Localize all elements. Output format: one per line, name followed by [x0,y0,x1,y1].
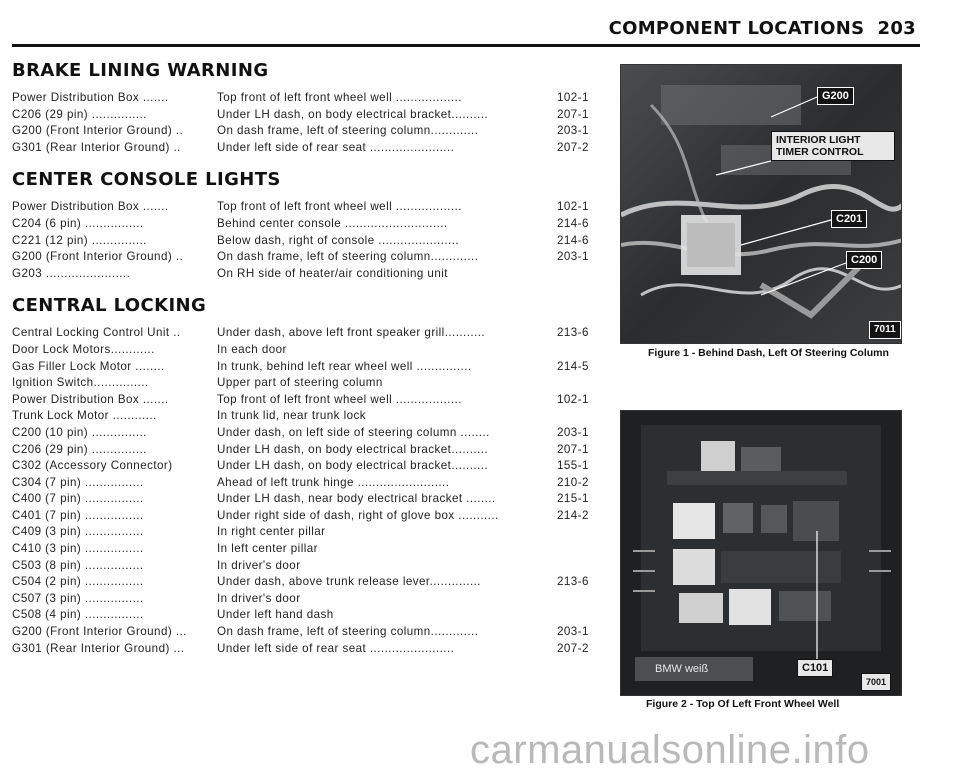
component-location: Under dash, above trunk release lever.............. [217,575,481,589]
component-name: Central Locking Control Unit .. [12,326,181,340]
callout-figure-number: 7011 [869,321,901,339]
component-name: G200 (Front Interior Ground) .. [12,250,184,264]
component-page-ref: 214-6 [557,216,589,230]
component-entry [12,107,602,124]
component-name: C401 (7 pin) ................ [12,508,144,522]
page-header [609,18,916,39]
component-name: Ignition Switch............... [12,376,149,390]
component-name: C400 (7 pin) ................ [12,492,144,506]
section-title: CENTER CONSOLE LIGHTS [12,169,281,191]
component-page-ref: 203-1 [557,250,589,264]
component-entry [12,641,602,658]
component-name: C503 (8 pin) ................ [12,558,144,572]
component-entry [12,541,602,558]
component-entry [12,558,602,575]
component-name: C304 (7 pin) ................ [12,475,144,489]
component-location: In driver's door [217,591,301,605]
component-page-ref: 213-6 [557,326,589,340]
component-name: G200 (Front Interior Ground) .. [12,124,184,138]
component-name: Power Distribution Box ....... [12,392,169,406]
component-entry [12,524,602,541]
component-location: In trunk lid, near trunk lock [217,409,367,423]
header-title: COMPONENT LOCATIONS [608,18,865,39]
component-location: Ahead of left trunk hinge ......................... [217,475,450,489]
component-name: Gas Filler Lock Motor ........ [12,359,165,373]
component-entry [12,359,602,376]
component-page-ref [557,558,597,575]
component-entry [12,425,602,442]
component-location: Under dash, on left side of steering column ........ [217,425,490,439]
component-page-ref: 214-5 [557,359,589,373]
component-location: Under LH dash, on body electrical bracket.......... [217,107,489,121]
component-page-ref [557,266,597,283]
component-entry [12,140,602,157]
component-page-ref: 102-1 [557,91,589,104]
component-name: G301 (Rear Interior Ground) ... [12,641,185,655]
component-location: Under left hand dash [217,608,334,622]
component-name: C206 (29 pin) ............... [12,442,147,456]
component-location: Under dash, above left front speaker grill........... [217,326,486,340]
component-name: Power Distribution Box ....... [12,91,169,104]
component-page-ref: 203-1 [557,425,589,439]
component-entry [12,375,602,392]
component-name: C206 (29 pin) ............... [12,107,147,121]
component-location: Top front of left front wheel well .................. [217,392,462,406]
component-page-ref: 203-1 [557,124,589,138]
section-title: CENTRAL LOCKING [12,295,207,317]
component-location: Under right side of dash, right of glove box ........... [217,508,499,522]
component-location: Under left side of rear seat ....................... [217,641,455,655]
component-list [12,60,602,670]
component-name: C410 (3 pin) ................ [12,542,144,556]
component-name: C508 (4 pin) ................ [12,608,144,622]
section-2 [12,295,602,657]
component-location: In each door [217,342,287,356]
component-page-ref: 207-1 [557,107,589,121]
component-page-ref [557,524,597,541]
callout-g200: G200 [817,87,854,105]
component-location: Under LH dash, near body electrical bracket ........ [217,492,496,506]
callout-c200: C200 [846,251,882,269]
component-page-ref: 155-1 [557,459,589,473]
component-location: In trunk, behind left rear wheel well ............... [217,359,472,373]
page-number: 203 [877,18,916,39]
section-1 [12,169,602,282]
component-page-ref: 207-1 [557,442,589,456]
component-entry [12,233,602,250]
component-page-ref: 214-6 [557,233,589,247]
component-page-ref [557,375,597,392]
component-entry [12,574,602,591]
component-location: On dash frame, left of steering column............. [217,250,479,264]
component-entry [12,508,602,525]
component-name: C221 (12 pin) ............... [12,233,147,247]
figure-2-photo [620,410,902,696]
component-location: In left center pillar [217,542,318,556]
component-name: C504 (2 pin) ................ [12,575,144,589]
component-location: Under left side of rear seat ....................... [217,140,455,154]
component-page-ref: 215-1 [557,492,589,506]
component-name: Trunk Lock Motor ............ [12,409,157,423]
component-name: G301 (Rear Interior Ground) .. [12,140,181,154]
watermark: carmanualsonline.info [470,728,870,772]
component-page-ref: 102-1 [557,392,589,406]
component-page-ref [557,541,597,558]
component-name: C302 (Accessory Connector) [12,459,173,473]
component-name: C409 (3 pin) ................ [12,525,144,539]
component-entry [12,624,602,641]
component-location: Under LH dash, on body electrical bracket.......... [217,459,489,473]
component-entry [12,199,602,216]
component-page-ref: 213-6 [557,575,589,589]
component-page-ref [557,591,597,608]
component-name: G200 (Front Interior Ground) ... [12,625,187,639]
component-entry [12,475,602,492]
component-location: On dash frame, left of steering column............. [217,625,479,639]
component-name: Door Lock Motors............ [12,342,155,356]
component-name: C507 (3 pin) ................ [12,591,144,605]
component-entry [12,249,602,266]
header-rule [12,44,920,47]
figure-2-caption: Figure 2 - Top Of Left Front Wheel Well [646,698,840,710]
callout-figure-number-2: 7001 [861,673,891,691]
component-name: G203 ....................... [12,266,131,280]
component-location: In right center pillar [217,525,326,539]
callout-c201: C201 [831,210,867,228]
component-entry [12,90,602,107]
component-page-ref: 210-2 [557,475,589,489]
callout-bmw-label: BMW weiß [651,661,712,677]
component-location: Upper part of steering column [217,376,383,390]
component-name: Power Distribution Box ....... [12,200,169,214]
component-location: On dash frame, left of steering column............. [217,124,479,138]
figure-1-caption: Figure 1 - Behind Dash, Left Of Steering Column [648,347,889,359]
component-entry [12,607,602,624]
component-location: Behind center console ............................ [217,216,448,230]
section-title: BRAKE LINING WARNING [12,60,269,81]
component-page-ref [557,342,597,359]
component-name: C204 (6 pin) ................ [12,216,144,230]
component-entry [12,123,602,140]
component-page-ref: 207-2 [557,140,589,154]
component-name: C200 (10 pin) ............... [12,425,147,439]
component-entry [12,591,602,608]
component-location: Under LH dash, on body electrical bracket.......... [217,442,489,456]
component-page-ref: 214-2 [557,508,589,522]
section-0 [12,60,602,156]
component-entry [12,216,602,233]
component-entry [12,325,602,342]
component-entry [12,408,602,425]
figure-1-photo [620,64,902,344]
component-location: On RH side of heater/air conditioning unit [217,266,448,280]
component-location: In driver's door [217,558,301,572]
component-entry [12,266,602,283]
component-page-ref: 203-1 [557,625,589,639]
component-entry [12,458,602,475]
component-page-ref: 207-2 [557,641,589,655]
component-location: Top front of left front wheel well .................. [217,200,462,214]
component-page-ref [557,607,597,624]
component-entry [12,342,602,359]
callout-interior-light-timer: INTERIOR LIGHT TIMER CONTROL [771,131,895,161]
component-entry [12,491,602,508]
component-page-ref: 102-1 [557,200,589,214]
component-location: Below dash, right of console ...................... [217,233,460,247]
component-page-ref [557,408,597,425]
figure-1-image [621,65,902,344]
figure-2-image [621,411,902,696]
callout-c101: C101 [797,659,833,677]
component-entry [12,442,602,459]
component-location: Top front of left front wheel well .................. [217,91,462,104]
component-entry [12,392,602,409]
